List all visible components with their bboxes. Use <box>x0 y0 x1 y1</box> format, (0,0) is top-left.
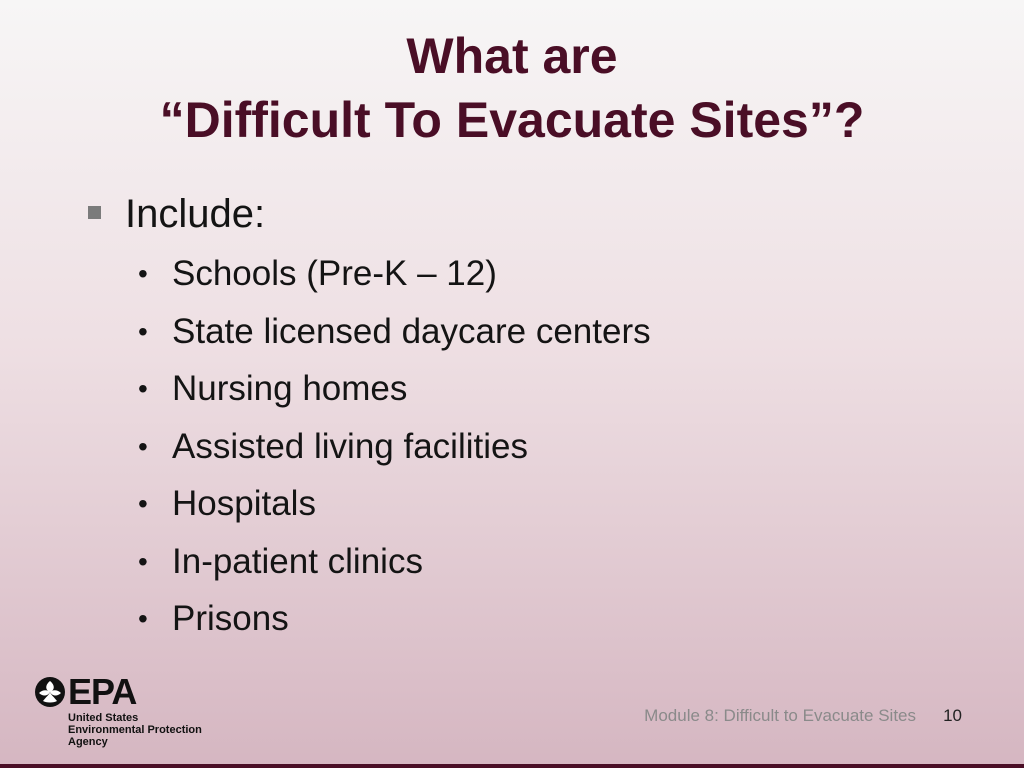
epa-agency-line2: Environmental Protection <box>68 724 202 736</box>
square-bullet-icon <box>88 206 101 219</box>
list-item-text: Schools (Pre-K – 12) <box>172 254 497 293</box>
list-item-text: State licensed daycare centers <box>172 311 651 351</box>
epa-wordmark: EPA <box>68 671 137 712</box>
dot-bullet-icon: • <box>138 603 148 634</box>
epa-agency-line1: United States <box>68 712 139 724</box>
epa-agency-line3: Agency <box>68 736 108 748</box>
list-item-text: In-patient clinics <box>172 541 423 581</box>
bullet-list <box>88 188 968 651</box>
list-item <box>138 478 968 536</box>
list-item <box>138 536 968 594</box>
dot-bullet-icon: • <box>138 258 148 289</box>
list-item <box>138 363 968 421</box>
epa-agency-name <box>68 712 224 748</box>
epa-logo-mark <box>34 672 224 712</box>
bottom-rule <box>0 764 1024 768</box>
dot-bullet-icon: • <box>138 488 148 519</box>
list-item <box>138 306 968 364</box>
list-item-text: Prisons <box>172 599 289 638</box>
sub-bullet-list <box>88 248 968 651</box>
list-item <box>138 421 968 479</box>
page-number: 10 <box>943 706 962 725</box>
slide-title <box>0 24 1024 152</box>
list-item <box>138 593 968 651</box>
dot-bullet-icon: • <box>138 430 148 462</box>
slide-title-line1: What are <box>406 28 618 84</box>
epa-logo <box>34 672 224 752</box>
footer-module-title: Module 8: Difficult to Evacuate Sites <box>644 706 916 725</box>
list-item-text: Nursing homes <box>172 369 408 408</box>
list-item-text: Assisted living facilities <box>172 426 528 466</box>
dot-bullet-icon: • <box>138 315 148 347</box>
bullet-level1 <box>88 188 968 248</box>
dot-bullet-icon: • <box>138 545 148 577</box>
list-item-text: Hospitals <box>172 484 316 523</box>
dot-bullet-icon: • <box>138 373 148 404</box>
list-item <box>138 248 968 306</box>
bullet-level1-label: Include: <box>125 192 266 236</box>
epa-flower-icon <box>34 676 66 708</box>
slide-title-line2: “Difficult To Evacuate Sites”? <box>159 92 865 148</box>
